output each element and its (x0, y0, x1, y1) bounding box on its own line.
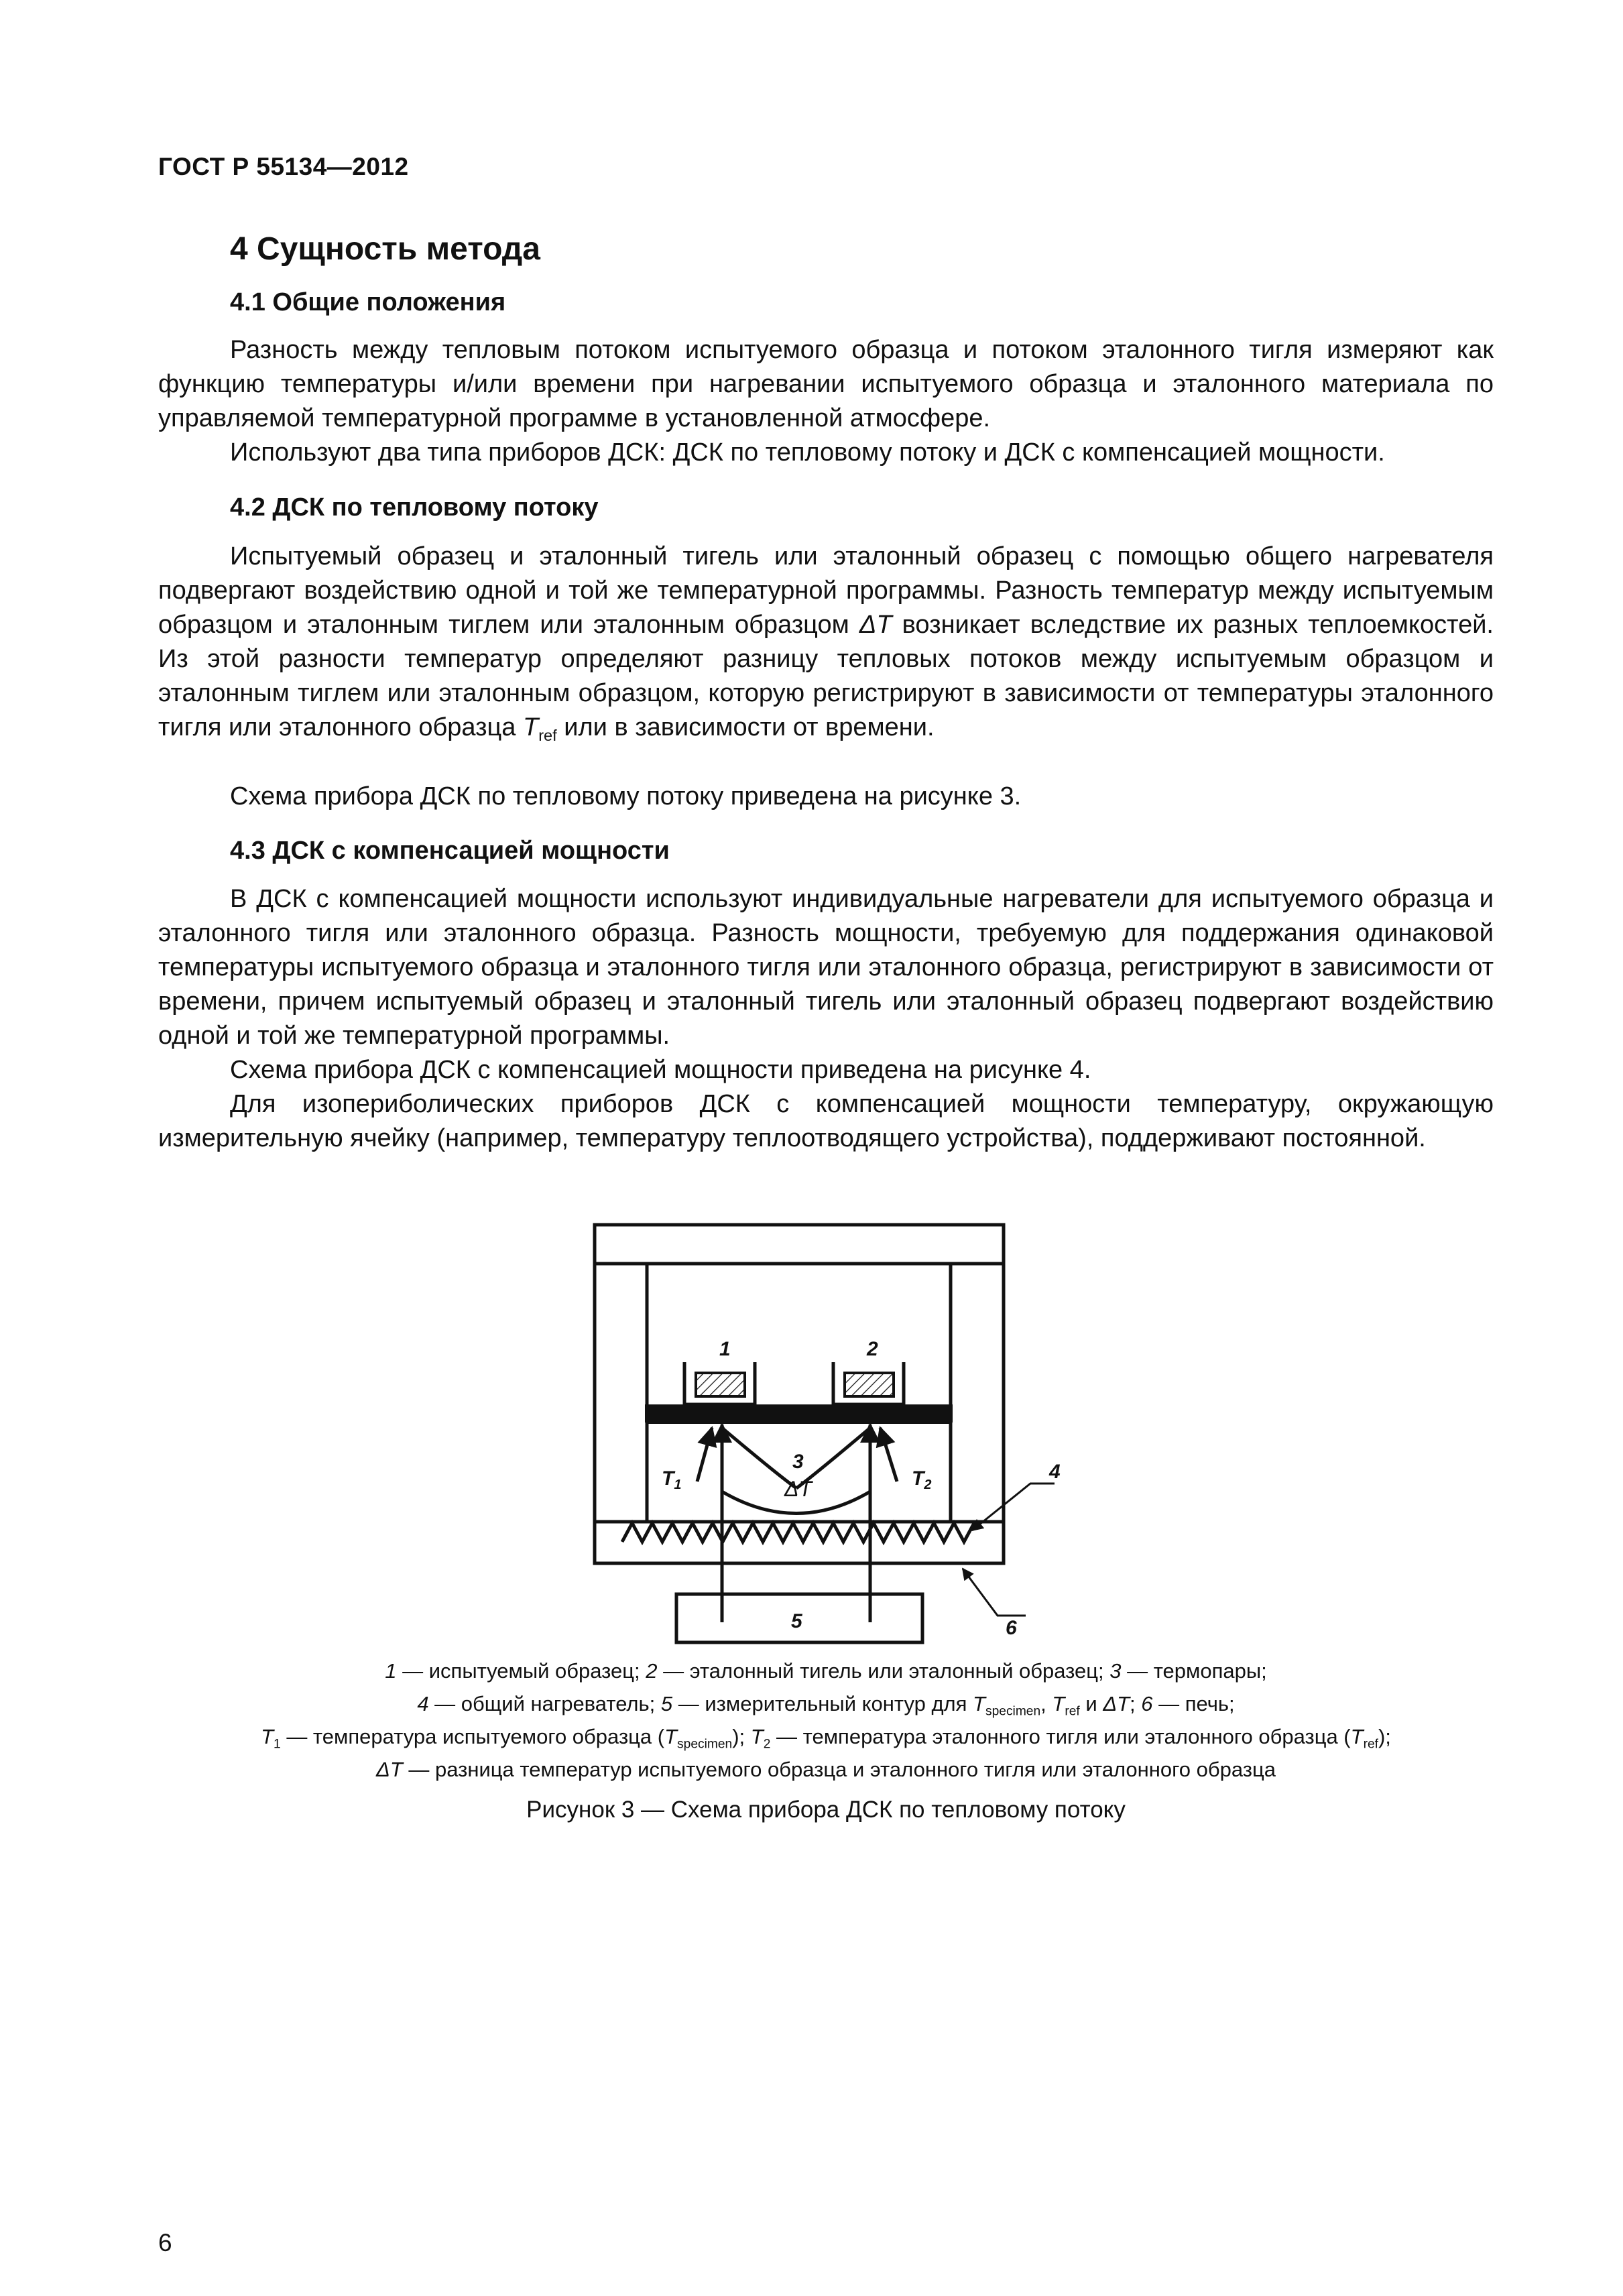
t-ref-symbol: T (523, 713, 539, 741)
figure-caption: Рисунок 3 — Схема прибора ДСК по тепловому потоку (526, 1797, 1126, 1823)
label-5: 5 (791, 1610, 802, 1632)
subsection-4-3-title: 4.3 ДСК с компенсацией мощности (230, 837, 670, 865)
paragraph-4-3-2: Схема прибора ДСК с компенсацией мощности приведена на рисунке 4. (230, 1056, 1091, 1084)
heater-coil (622, 1523, 974, 1542)
page-number: 6 (158, 2229, 172, 2256)
figure-legend-line-4: ΔT — разница температур испытуемого образца и эталонного тигля или эталонного образца (376, 1758, 1276, 1781)
leader-6 (963, 1569, 1026, 1616)
subsection-4-2-title: 4.2 ДСК по тепловому потоку (230, 493, 599, 522)
reference-crucible (833, 1362, 904, 1404)
figure-legend-line-2: 4 — общий нагреватель; 5 — измерительный контур для $T_{specimen}$, $T_{ref}$ и ΔT; 6 — печь; (417, 1692, 1235, 1719)
dsc-heat-flux-diagram (577, 1210, 1061, 1639)
label-1: 1 (719, 1338, 731, 1360)
paragraph-4-3-1: В ДСК с компенсацией мощности используют индивидуальные нагреватели для испытуемого образца и эталонного тигля или эталонного образца. Разность мощности, требуемую для поддержания одинаковой температуры испытуемого образца и эталонного тигля или эталонного образца, регистрируют в зависимости от времени, причем испытуемый образец и эталонный тигель или эталонный образец подвергают воздействию одной и той же температурной программы. (158, 885, 1494, 1050)
label-delta-t: ΔT (784, 1477, 813, 1501)
paragraph-4-3-3: Для изопериболических приборов ДСК с компенсацией мощности температуру, окружающую измерительную ячейку (например, температуру теплоотводящего устройства), поддерживают постоянной. (158, 1090, 1494, 1152)
subsection-4-1-title: 4.1 Общие положения (230, 288, 506, 316)
figure-legend-line-3: $T_1$ — температура испытуемого образца $(T_{specimen})$; $T_2$ — температура эталонного тигля или эталонного образца $(T_{ref})$; (261, 1725, 1391, 1752)
label-4: 4 (1049, 1461, 1061, 1483)
figure-legend-line-1: 1 — испытуемый образец; 2 — эталонный тигель или эталонный образец; 3 — термопары; (385, 1659, 1267, 1683)
delta-t-symbol: ΔT (859, 611, 892, 639)
section-title: 4 Сущность метода (230, 231, 540, 267)
label-3: 3 (792, 1451, 804, 1473)
sensor-plate (645, 1404, 953, 1423)
paragraph-4-2-2: Схема прибора ДСК по тепловому потоку приведена на рисунке 3. (230, 782, 1022, 810)
label-6: 6 (1006, 1617, 1017, 1639)
paragraph-4-1-1: Разность между тепловым потоком испытуемого образца и потоком эталонного тигля измеряют как функцию температуры и/или времени при нагревании испытуемого образца и эталонного материала по управляемой температурной программе в установленной атмосфере. (158, 336, 1494, 432)
paragraph-4-1-2: Используют два типа приборов ДСК: ДСК по тепловому потоку и ДСК с компенсацией мощности. (230, 438, 1385, 467)
label-t1: $T_1$ (662, 1467, 682, 1492)
label-2: 2 (867, 1338, 878, 1360)
document-header: ГОСТ Р 55134—2012 (158, 153, 409, 180)
label-t2: $T_2$ (912, 1467, 932, 1492)
specimen-crucible (684, 1362, 755, 1404)
paragraph-4-2-1: Испытуемый образец и эталонный тигель или эталонный образец с помощью общего нагревателя подвергают воздействию одной и той же температурной программы. Разность температур между испытуемым образцом и эталонным тиглем или эталонным образцом ΔT возникает вследствие их разных теплоемкостей. Из этой разности температур определяют разницу тепловых потоков между испытуемым образцом и эталонным тиглем или эталонным образцом, которую регистрируют в зависимости от температуры эталонного тигля или эталонного образца $T_{ref}$ или в зависимости от времени. (158, 542, 1494, 745)
